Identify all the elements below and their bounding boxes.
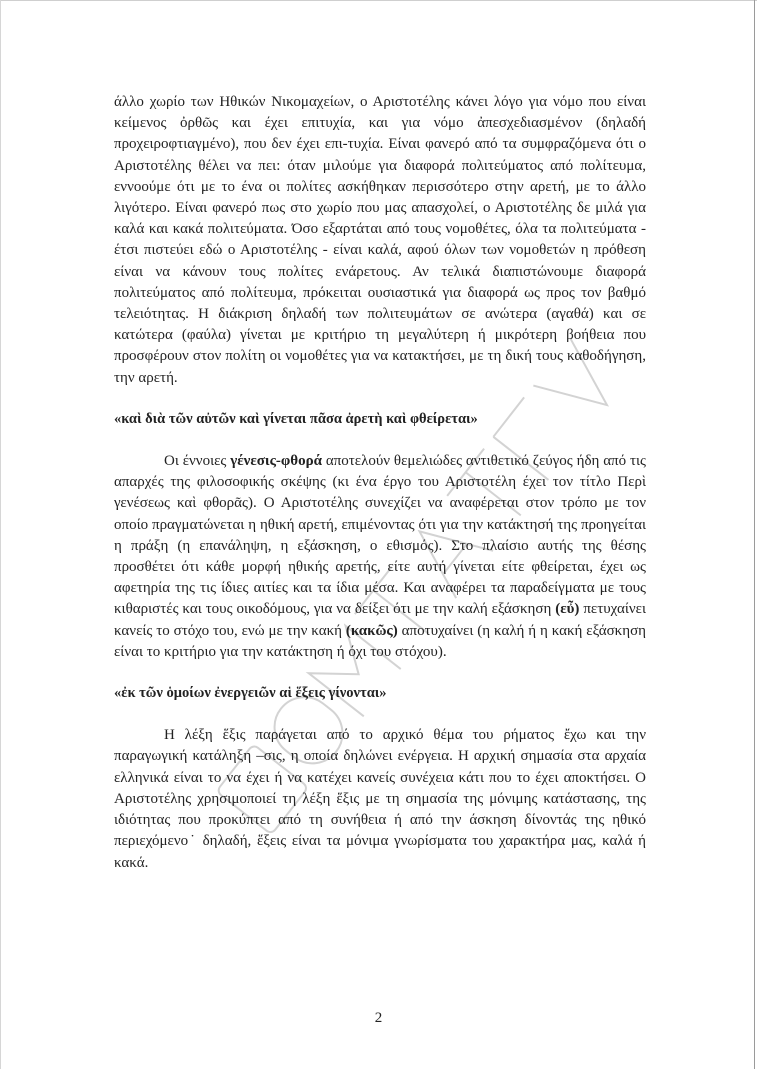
text-span: αποτελούν θεμελιώδες αντιθετικό ζεύγος ήδη από τις απαρχές της φιλοσοφικής σκέψης (κι ένα έργο του Αριστοτέλη έχει τον τίτλο Περὶ γενέσεως καὶ φθορᾶς). Ο Αριστοτέλης συνεχίζει να αναφέρεται στον τρόπο με τον οποίο πραγματώνεται η ηθική αρετή, επιμένοντας ότι για την κατάκτησή της προηγείται η πράξη (η επανάληψη, η εξάσκηση, ο εθισμός). Στο πλαίσιο αυτής της θέσης προσθέτει ότι κάθε μορφή ηθικής αρετής, είτε αυτή γίνεται είτε φθείρεται, έχει ως αφετηρία της τις ίδιες αιτίες και τα ίδια μέσα. Και αναφέρει τα παραδείγματα με τους κιθαριστές και τους οικοδόμους, για να δείξει ότι με την καλή εξάσκηση	[114, 453, 646, 618]
page-edge-right	[754, 0, 755, 1069]
document-body	[114, 92, 646, 874]
paragraph-genesis-fthora	[114, 451, 646, 663]
text-span: πετυχαίνει κανείς το στόχο του, ενώ με την κακή	[114, 601, 646, 639]
section-heading-virtue: «καὶ διὰ τῶν αὐτῶν καὶ γίνεται πᾶσα ἀρετὴ καὶ φθείρεται»	[114, 410, 478, 427]
paragraph-hexis: Η λέξη ἕξις παράγεται από το αρχικό θέμα του ρήματος ἔχω και την παραγωγική κατάληξη –σις, η οποία δηλώνει ενέργεια. Η αρχική σημασία στα αρχαία ελληνικά είναι το να έχει ή να κατέχει κανείς συνέχεια κάτι που το έχει αποκτήσει. Ο Αριστοτέλης χρησιμοποιεί τη λέξη ἕξις με τη σημασία της μόνιμης κατάστασης, της ιδιότητας που προκύπτει από τη συνήθεια ή από την άσκηση δίνοντάς της ηθικό περιεχόμενο˙ δηλαδή, ἕξεις είναι τα μόνιμα γνωρίσματα του χαρακτήρα μας, καλά ή κακά.	[114, 727, 646, 871]
page-edge-left	[0, 0, 1, 1069]
bold-term-genesis-fthora: γένεσις-φθορά	[230, 453, 322, 470]
section-heading-hexeis: «ἐκ τῶν ὁμοίων ἐνεργειῶν αἱ ἕξεις γίνονται»	[114, 685, 387, 702]
bold-term-kakos: (κακῶς)	[345, 622, 398, 639]
text-span: αποτυχαίνει (η καλή ή η κακή εξάσκηση είναι το κριτήριο για την κατάκτηση ή όχι του στόχου).	[114, 622, 647, 660]
page-number: 2	[374, 1010, 383, 1026]
page-edge-top	[0, 0, 757, 1]
text-span: Οι έννοιες	[164, 453, 231, 470]
bold-term-eu: (εὖ)	[555, 601, 580, 618]
paragraph-laws: άλλο χωρίο των Ηθικών Νικομαχείων, ο Αριστοτέλης κάνει λόγο για νόμο που είναι κείμενος ὀρθῶς και έχει επιτυχία, και για νόμο ἀπεσχεδιασμένον (δηλαδή προχειροφτιαγμένο), που δεν έχει επι-τυχία. Είναι φανερό από τα συμφραζόμενα ότι ο Αριστοτέλης θέλει να πει: όταν μιλούμε για διαφορά πολιτεύματος από πολίτευμα, εννοούμε ότι με το ένα οι πολίτες ασκήθηκαν περισσότερο στην αρετή, με το άλλο λιγότερο. Είναι φανερό πως στο χωρίο που μας απασχολεί, ο Αριστοτέλης δε μιλά για καλά και κακά πολιτεύματα. Όσο εξαρτάται από τους νομοθέτες, όλα τα πολιτεύματα - έτσι πιστεύει εδώ ο Αριστοτέλης - είναι καλά, αφού όλων των νομοθετών η πρόθεση είναι να κάνουν τους πολίτες ενάρετους. Αν τελικά διαπιστώνουμε διαφορά πολιτεύματος από πολίτευμα, πρόκειται ουσιαστικά για διαφορά ως προς τον βαθμό τελειότητας. Η διάκριση δηλαδή των πολιτευμάτων σε ανώτερα (αγαθά) και σε κατώτερα (φαύλα) γίνεται με κριτήριο τη μεγαλύτερη ή μικρότερη βοήθεια που προσφέρουν στον πολίτη οι νομοθέτες για να κατακτήσει, με τη δική τους καθοδήγηση, την αρετή.	[114, 94, 646, 386]
